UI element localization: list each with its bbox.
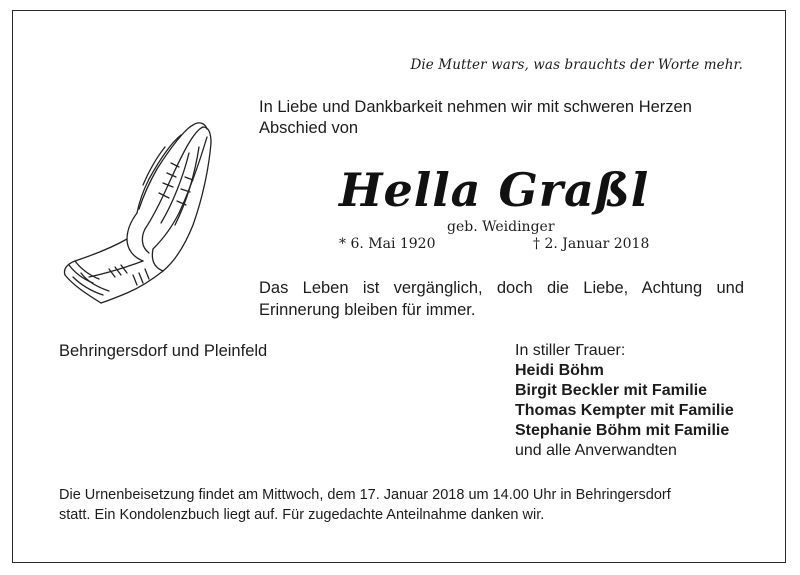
mourners-heading: In stiller Trauer: [515, 342, 626, 359]
deceased-name: Hella Graßl [339, 163, 650, 217]
mourner-name: Thomas Kempter mit Familie [515, 402, 734, 419]
mourner-name: Birgit Beckler mit Familie [515, 382, 708, 399]
praying-hands-icon [53, 117, 213, 307]
death-date: † 2. Januar 2018 [533, 236, 650, 252]
obituary-card [12, 10, 786, 563]
mourners-closing: und alle Anverwandten [515, 442, 677, 459]
mourner-name: Heidi Böhm [515, 362, 604, 379]
memorial-quote: Das Leben ist vergänglich, doch die Liebe, Achtung und Erinnerung bleiben für immer. [259, 279, 744, 319]
mourner-name: Stephanie Böhm mit Familie [515, 422, 730, 439]
footer-line: statt. Ein Kondolenzbuch liegt auf. Für zugedachte Anteilnahme danken wir. [59, 507, 545, 523]
funeral-notice [59, 485, 759, 525]
birth-date: * 6. Mai 1920 [339, 236, 436, 252]
footer-line: Die Urnenbeisetzung findet am Mittwoch, dem 17. Januar 2018 um 14.00 Uhr in Behringersdorf [59, 487, 671, 503]
intro-line: Abschied von [259, 119, 359, 137]
intro-line: In Liebe und Dankbarkeit nehmen wir mit schweren Herzen [259, 98, 692, 116]
motto: Die Mutter wars, was brauchts der Worte mehr. [410, 57, 743, 73]
place-names: Behringersdorf und Pleinfeld [59, 342, 268, 360]
mourners-list [515, 341, 734, 461]
maiden-name: geb. Weidinger [447, 219, 555, 235]
intro-text [259, 97, 747, 139]
